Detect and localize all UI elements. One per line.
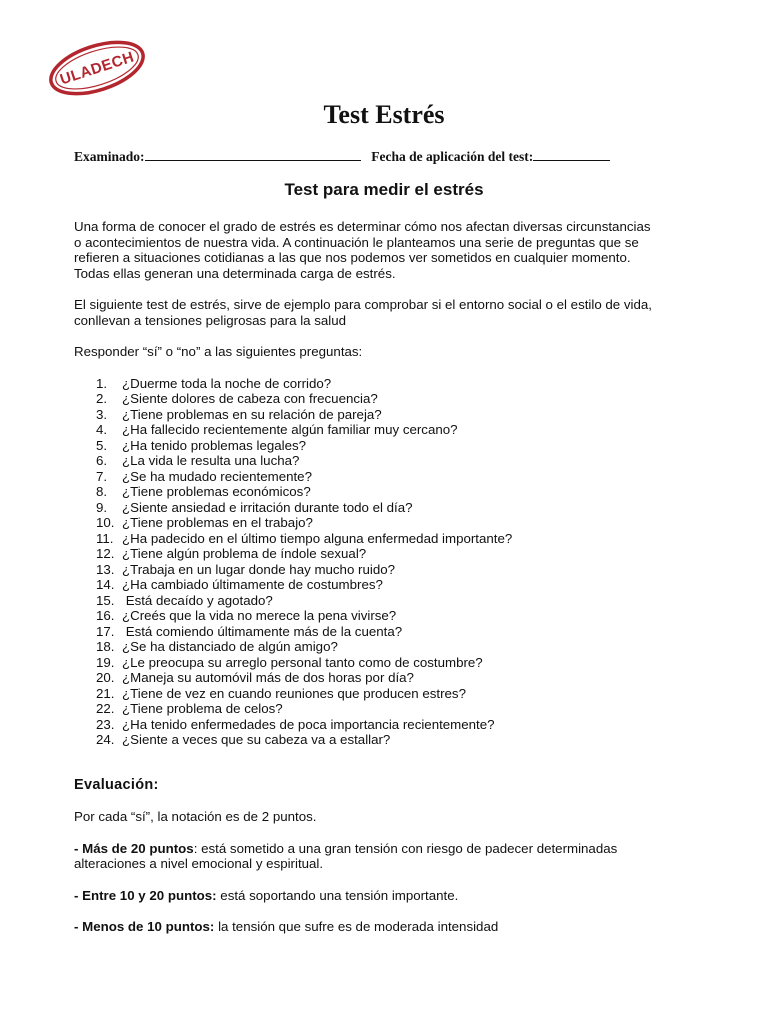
question-number: 3. bbox=[96, 406, 108, 422]
question-number: 17. bbox=[96, 623, 115, 639]
question-text: ¿Tiene problemas en su relación de pareja? bbox=[122, 406, 382, 422]
question-text: ¿Tiene de vez en cuando reuniones que producen estres? bbox=[122, 685, 466, 701]
intro-line: Todas ellas generan una determinada carga de estrés. bbox=[74, 265, 396, 281]
question-number: 19. bbox=[96, 654, 115, 670]
intro-line: o acontecimientos de nuestra vida. A continuación le planteamos una serie de preguntas que se bbox=[74, 234, 639, 250]
question-text: ¿Duerme toda la noche de corrido? bbox=[122, 375, 332, 391]
question-text: ¿Tiene problemas económicos? bbox=[122, 484, 311, 499]
question-text: ¿La vida le resulta una lucha? bbox=[122, 453, 300, 468]
intro-paragraph bbox=[74, 219, 714, 281]
question-number: 6. bbox=[96, 453, 108, 468]
question-item bbox=[96, 655, 714, 671]
question-text: ¿Ha tenido problemas legales? bbox=[122, 437, 307, 453]
question-number: 14. bbox=[96, 577, 115, 592]
result-mid bbox=[74, 888, 714, 904]
question-text: Está comiendo últimamente más de la cuenta? bbox=[122, 623, 403, 639]
purpose-line: conllevan a tensiones peligrosas para la salud bbox=[74, 312, 347, 328]
evaluation-heading: Evaluación: bbox=[74, 776, 159, 793]
question-number: 8. bbox=[96, 484, 108, 499]
question-text: ¿Tiene algún problema de índole sexual? bbox=[122, 546, 367, 561]
question-number: 7. bbox=[96, 468, 108, 484]
question-item bbox=[96, 701, 714, 717]
fecha-label: Fecha de aplicación del test: bbox=[371, 149, 534, 164]
question-item bbox=[96, 531, 714, 547]
question-item bbox=[96, 546, 714, 562]
purpose-line: El siguiente test de estrés, sirve de ejemplo para comprobar si el entorno social o el estilo de vida, bbox=[74, 297, 652, 312]
question-item bbox=[96, 391, 714, 407]
question-text: ¿Tiene problema de celos? bbox=[122, 701, 283, 716]
question-text: ¿Tiene problemas en el trabajo? bbox=[122, 515, 313, 530]
question-number: 4. bbox=[96, 422, 108, 437]
question-text: ¿Le preocupa su arreglo personal tanto como de costumbre? bbox=[122, 654, 483, 670]
subtitle: Test para medir el estrés bbox=[284, 180, 484, 199]
question-item bbox=[96, 670, 714, 686]
question-item bbox=[96, 577, 714, 593]
question-item bbox=[96, 562, 714, 578]
instruction: Responder “sí” o “no” a las siguientes preguntas: bbox=[74, 344, 363, 359]
intro-line: Una forma de conocer el grado de estrés es determinar cómo nos afectan diversas circunstancias bbox=[74, 219, 651, 234]
question-number: 10. bbox=[96, 515, 115, 530]
question-text: ¿Ha padecido en el último tiempo alguna enfermedad importante? bbox=[122, 530, 513, 546]
question-item bbox=[96, 732, 714, 748]
result-high-label: - Más de 20 puntos bbox=[74, 840, 194, 856]
question-number: 2. bbox=[96, 391, 108, 406]
logo-text: ULADECH bbox=[57, 48, 137, 88]
question-item bbox=[96, 407, 714, 423]
question-number: 13. bbox=[96, 561, 115, 577]
result-high-text: : está sometido a una gran tensión con riesgo de padecer determinadas bbox=[193, 840, 618, 856]
question-text: ¿Se ha distanciado de algún amigo? bbox=[122, 639, 338, 654]
question-number: 20. bbox=[96, 670, 115, 685]
uladech-logo bbox=[44, 40, 150, 96]
question-number: 21. bbox=[96, 685, 115, 701]
question-number: 22. bbox=[96, 701, 115, 716]
question-item bbox=[96, 515, 714, 531]
question-text: Está decaído y agotado? bbox=[122, 592, 273, 608]
question-text: ¿Trabaja en un lugar donde hay mucho ruido? bbox=[122, 561, 396, 577]
question-number: 16. bbox=[96, 608, 115, 623]
question-number: 1. bbox=[96, 375, 108, 391]
question-number: 9. bbox=[96, 499, 108, 515]
question-text: ¿Ha fallecido recientemente algún familiar muy cercano? bbox=[122, 422, 458, 437]
question-item bbox=[96, 500, 714, 516]
question-number: 15. bbox=[96, 592, 115, 608]
question-item bbox=[96, 376, 714, 392]
question-number: 11. bbox=[96, 530, 114, 546]
document-body bbox=[74, 219, 714, 935]
result-high-text-2: alteraciones a nivel emocional y espiritual. bbox=[74, 856, 324, 871]
question-text: ¿Siente a veces que su cabeza va a estallar? bbox=[122, 732, 391, 747]
question-text: ¿Ha tenido enfermedades de poca importancia recientemente? bbox=[122, 716, 495, 732]
question-item bbox=[96, 422, 714, 438]
question-list bbox=[74, 376, 714, 748]
question-number: 12. bbox=[96, 546, 115, 561]
question-item bbox=[96, 593, 714, 609]
question-text: ¿Ha cambiado últimamente de costumbres? bbox=[122, 577, 383, 592]
question-item bbox=[96, 624, 714, 640]
question-item bbox=[96, 438, 714, 454]
result-low-label: - Menos de 10 puntos: bbox=[74, 919, 215, 934]
question-item bbox=[96, 639, 714, 655]
intro-line: refieren a situaciones cotidianas a las que nos podemos ver sometidos en cualquier momento. bbox=[74, 250, 631, 265]
question-item bbox=[96, 686, 714, 702]
question-text: ¿Siente dolores de cabeza con frecuencia? bbox=[122, 391, 378, 406]
page-title: Test Estrés bbox=[323, 100, 445, 129]
result-mid-text: está soportando una tensión importante. bbox=[216, 887, 459, 903]
question-text: ¿Siente ansiedad e irritación durante todo el día? bbox=[122, 499, 413, 515]
purpose-paragraph bbox=[74, 297, 714, 328]
examinee-fields bbox=[74, 149, 694, 165]
notation-text: Por cada “sí”, la notación es de 2 puntos. bbox=[74, 809, 317, 824]
result-high bbox=[74, 841, 714, 872]
question-item bbox=[96, 717, 714, 733]
question-number: 5. bbox=[96, 437, 108, 453]
examinado-label: Examinado: bbox=[74, 149, 145, 164]
result-mid-label: - Entre 10 y 20 puntos: bbox=[74, 887, 217, 903]
result-low-text: la tensión que sufre es de moderada intensidad bbox=[214, 919, 499, 934]
examinado-blank[interactable] bbox=[145, 149, 361, 161]
fecha-blank[interactable] bbox=[533, 149, 610, 161]
question-text: ¿Maneja su automóvil más de dos horas por día? bbox=[122, 670, 414, 685]
question-number: 18. bbox=[96, 639, 115, 654]
question-item bbox=[96, 453, 714, 469]
question-text: ¿Se ha mudado recientemente? bbox=[122, 468, 312, 484]
question-text: ¿Creés que la vida no merece la pena vivirse? bbox=[122, 608, 397, 623]
question-item bbox=[96, 484, 714, 500]
question-item bbox=[96, 469, 714, 485]
question-item bbox=[96, 608, 714, 624]
result-low bbox=[74, 919, 714, 935]
question-number: 24. bbox=[96, 732, 115, 747]
question-number: 23. bbox=[96, 716, 115, 732]
